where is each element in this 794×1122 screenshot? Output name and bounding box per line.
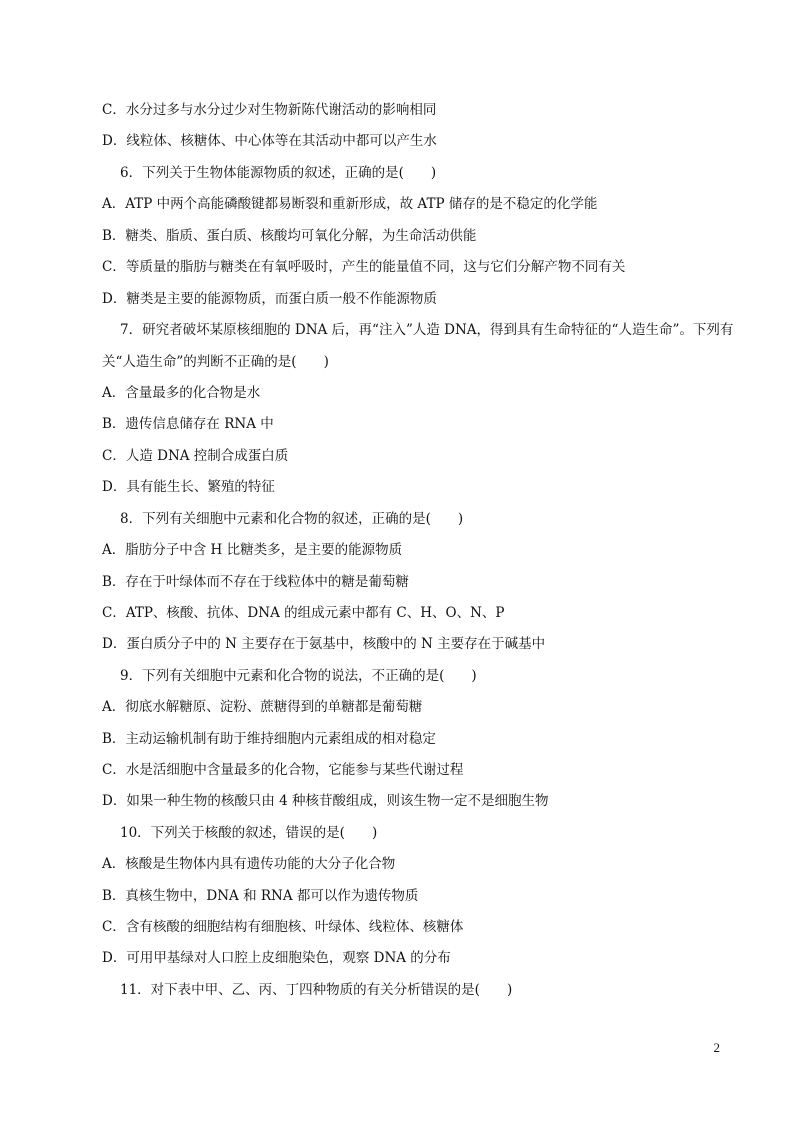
option-c-q10: C．含有核酸的细胞结构有细胞核、叶绿体、线粒体、核糖体 bbox=[102, 919, 464, 935]
option-d-q10: D．可用甲基绿对人口腔上皮细胞染色，观察 DNA 的分布 bbox=[102, 950, 451, 966]
question-7-line2: 关“人造生命”的判断不正确的是( ) bbox=[102, 354, 329, 370]
page-number: 2 bbox=[713, 1040, 720, 1055]
option-a-q8: A．脂肪分子中含 H 比糖类多，是主要的能源物质 bbox=[102, 542, 403, 558]
option-c-q5: C．水分过多与水分过少对生物新陈代谢活动的影响相同 bbox=[102, 102, 437, 118]
option-a-q7: A．含量最多的化合物是水 bbox=[102, 385, 261, 401]
option-d-q9: D．如果一种生物的核酸只由 4 种核苷酸组成，则该生物一定不是细胞生物 bbox=[102, 793, 549, 809]
option-d-q8: D．蛋白质分子中的 N 主要存在于氨基中，核酸中的 N 主要存在于碱基中 bbox=[102, 636, 546, 652]
option-b-q8: B．存在于叶绿体而不存在于线粒体中的糖是葡萄糖 bbox=[102, 574, 409, 590]
option-b-q9: B．主动运输机制有助于维持细胞内元素组成的相对稳定 bbox=[102, 731, 436, 747]
option-b-q7: B．遗传信息储存在 RNA 中 bbox=[102, 416, 274, 432]
question-10: 10．下列关于核酸的叙述，错误的是( ) bbox=[120, 825, 378, 841]
option-d-q5: D．线粒体、核糖体、中心体等在其活动中都可以产生水 bbox=[102, 133, 437, 149]
option-a-q9: A．彻底水解糖原、淀粉、蔗糖得到的单糖都是葡萄糖 bbox=[102, 699, 423, 715]
option-c-q6: C．等质量的脂肪与糖类在有氧呼吸时，产生的能量值不同，这与它们分解产物不同有关 bbox=[102, 259, 626, 275]
option-d-q6: D．糖类是主要的能源物质，而蛋白质一般不作能源物质 bbox=[102, 291, 437, 307]
question-7-line1: 7．研究者破坏某原核细胞的 DNA 后，再“注入”人造 DNA，得到具有生命特征的“人造生命”。下列有 bbox=[120, 322, 734, 338]
question-6: 6．下列关于生物体能源物质的叙述，正确的是( ) bbox=[120, 165, 437, 181]
question-11: 11．对下表中甲、乙、丙、丁四种物质的有关分析错误的是( ) bbox=[120, 982, 513, 998]
option-a-q10: A．核酸是生物体内具有遗传功能的大分子化合物 bbox=[102, 856, 396, 872]
option-c-q9: C．水是活细胞中含量最多的化合物，它能参与某些代谢过程 bbox=[102, 762, 464, 778]
option-c-q8: C．ATP、核酸、抗体、DNA 的组成元素中都有 C、H、O、N、P bbox=[102, 605, 505, 621]
option-d-q7: D．具有能生长、繁殖的特征 bbox=[102, 479, 275, 495]
option-a-q6: A．ATP 中两个高能磷酸键都易断裂和重新形成，故 ATP 储存的是不稳定的化学能 bbox=[102, 196, 598, 212]
option-b-q10: B．真核生物中，DNA 和 RNA 都可以作为遗传物质 bbox=[102, 888, 419, 904]
question-9: 9．下列有关细胞中元素和化合物的说法，不正确的是( ) bbox=[120, 668, 477, 684]
option-c-q7: C．人造 DNA 控制合成蛋白质 bbox=[102, 448, 289, 464]
option-b-q6: B．糖类、脂质、蛋白质、核酸均可氧化分解，为生命活动供能 bbox=[102, 228, 477, 244]
question-8: 8．下列有关细胞中元素和化合物的叙述，正确的是( ) bbox=[120, 511, 464, 527]
